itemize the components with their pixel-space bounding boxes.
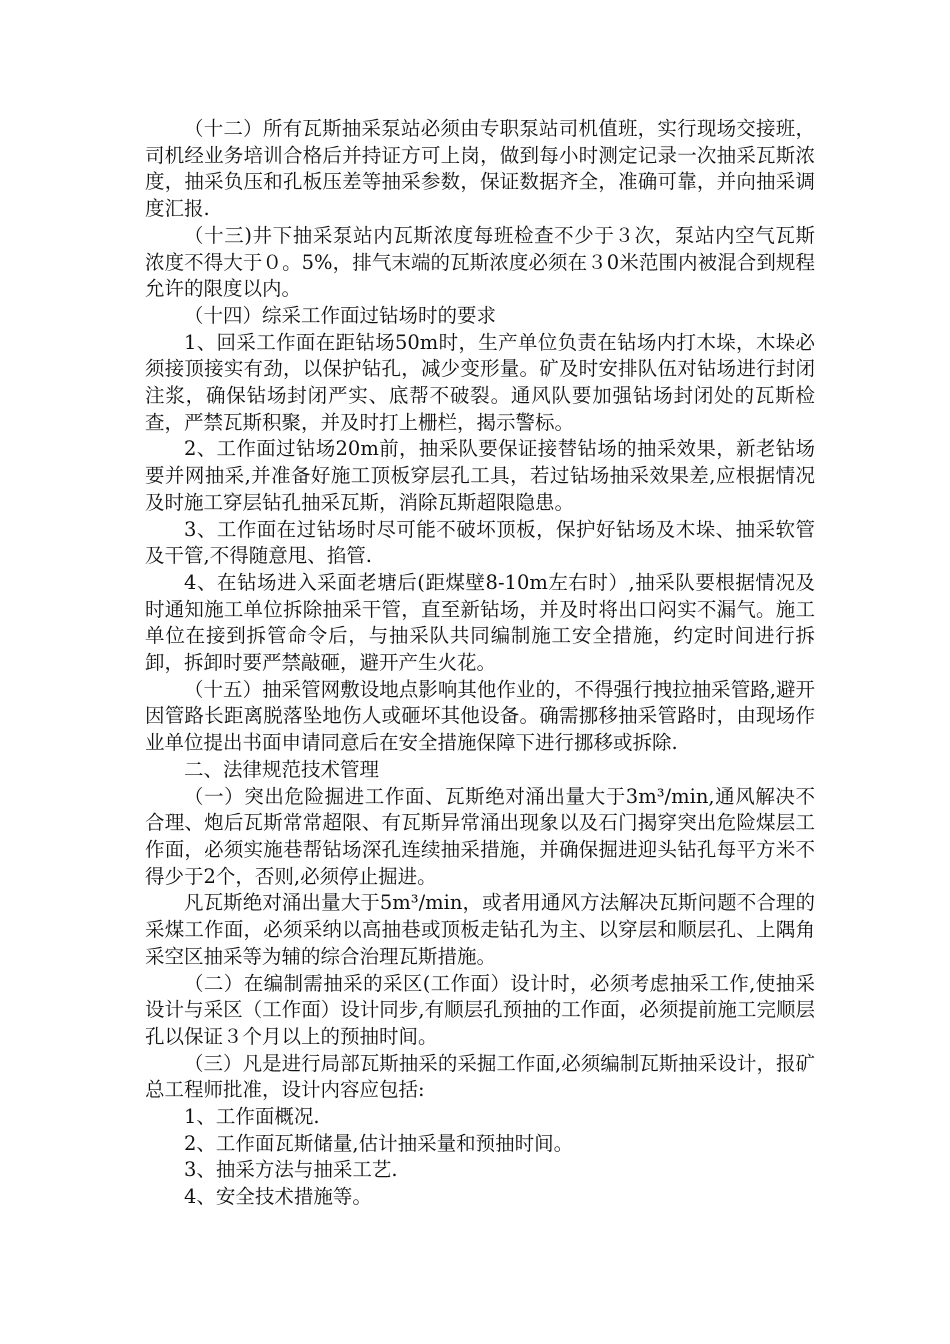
section-heading-2: 二、法律规范技术管理 [184, 757, 380, 781]
list-item-4: 4、在钻场进入采面老塘后(距煤壁8-10m左右时）,抽采队要根据情况及时通知施工单位拆除抽采干管，直至新钻场，并及时将出口闷实不漏气。施工单位在接到拆管命令后，与抽采队共同编制施工安全措施，约定时间进行拆卸，拆卸时要严禁敲砸，避开产生火花。 [145, 570, 815, 675]
list-item-design-1: 1、工作面概况. [184, 1105, 320, 1129]
list-item-design-2: 2、工作面瓦斯储量,估计抽采量和预抽时间。 [184, 1131, 574, 1155]
paragraph-3-local-drainage: （三）凡是进行局部瓦斯抽采的采掘工作面,必须编制瓦斯抽采设计，报矿总工程师批准，设计内容应包括: [145, 1051, 815, 1102]
paragraph-13-pump-station-gas-check: （十三)井下抽采泵站内瓦斯浓度每班检查不少于３次，泵站内空气瓦斯浓度不得大于０。5%，排气末端的瓦斯浓度必须在３0米范围内被混合到规程允许的限度以内。 [145, 223, 815, 301]
list-item-1: 1、回采工作面在距钻场50m时，生产单位负责在钻场内打木垛，木垛必须接顶接实有劲，以保护钻孔，减少变形量。矿及时安排队伍对钻场进行封闭注浆，确保钻场封闭严实、底帮不破裂。通风队要加强钻场封闭处的瓦斯检查，严禁瓦斯积聚，并及时打上栅栏，揭示警标。 [145, 330, 815, 434]
paragraph-1-outburst-face: （一）突出危险掘进工作面、瓦斯绝对涌出量大于3m³/min,通风解决不合理、炮后瓦斯常常超限、有瓦斯异常涌出现象以及石门揭穿突出危险煤层工作面，必须实施巷帮钻场深孔连续抽采措施，并确保掘进迎头钻孔每平方米不得少于2个，否则,必须停止掘进。 [145, 784, 815, 888]
document-body [145, 116, 815, 1211]
list-item-design-3: 3、抽采方法与抽采工艺. [184, 1158, 398, 1182]
paragraph-gas-emission-5: 凡瓦斯绝对涌出量大于5m³/min，或者用通风方法解决瓦斯问题不合理的采煤工作面，必须采纳以高抽巷或顶板走钻孔为主、以穿层和顺层孔、上隅角采空区抽采等为辅的综合治理瓦斯措施。 [145, 891, 815, 968]
paragraph-15-pipe-network: （十五）抽采管网敷设地点影响其他作业的，不得强行拽拉抽采管路,避开因管路长距离脱落坠地伤人或砸坏其他设备。确需挪移抽采管路时，由现场作业单位提出书面申请同意后在安全措施保障下进行挪移或拆除. [145, 677, 815, 755]
paragraph-2-design: （二）在编制需抽采的采区(工作面）设计时，必须考虑抽采工作,使抽采设计与采区（工作面）设计同步,有顺层孔预抽的工作面，必须提前施工完顺层孔以保证３个月以上的预抽时间。 [145, 971, 815, 1048]
list-item-2: 2、工作面过钻场20m前，抽采队要保证接替钻场的抽采效果，新老钻场要并网抽采,并准备好施工顶板穿层孔工具，若过钻场抽采效果差,应根据情况及时施工穿层钻孔抽采瓦斯，消除瓦斯超限隐患。 [145, 437, 815, 514]
list-item-design-4: 4、安全技术措施等。 [184, 1185, 372, 1209]
paragraph-12-pump-station-duty: （十二）所有瓦斯抽采泵站必须由专职泵站司机值班，实行现场交接班，司机经业务培训合格后并持证方可上岗，做到每小时测定记录一次抽采瓦斯浓度，抽采负压和孔板压差等抽采参数，保证数据齐全，准确可靠，并向抽采调度汇报. [145, 117, 815, 221]
list-item-3: 3、工作面在过钻场时尽可能不破坏顶板，保护好钻场及木垛、抽采软管及干管,不得随意甩、掐管. [145, 517, 815, 568]
paragraph-14-heading: （十四）综采工作面过钻场时的要求 [184, 303, 497, 327]
